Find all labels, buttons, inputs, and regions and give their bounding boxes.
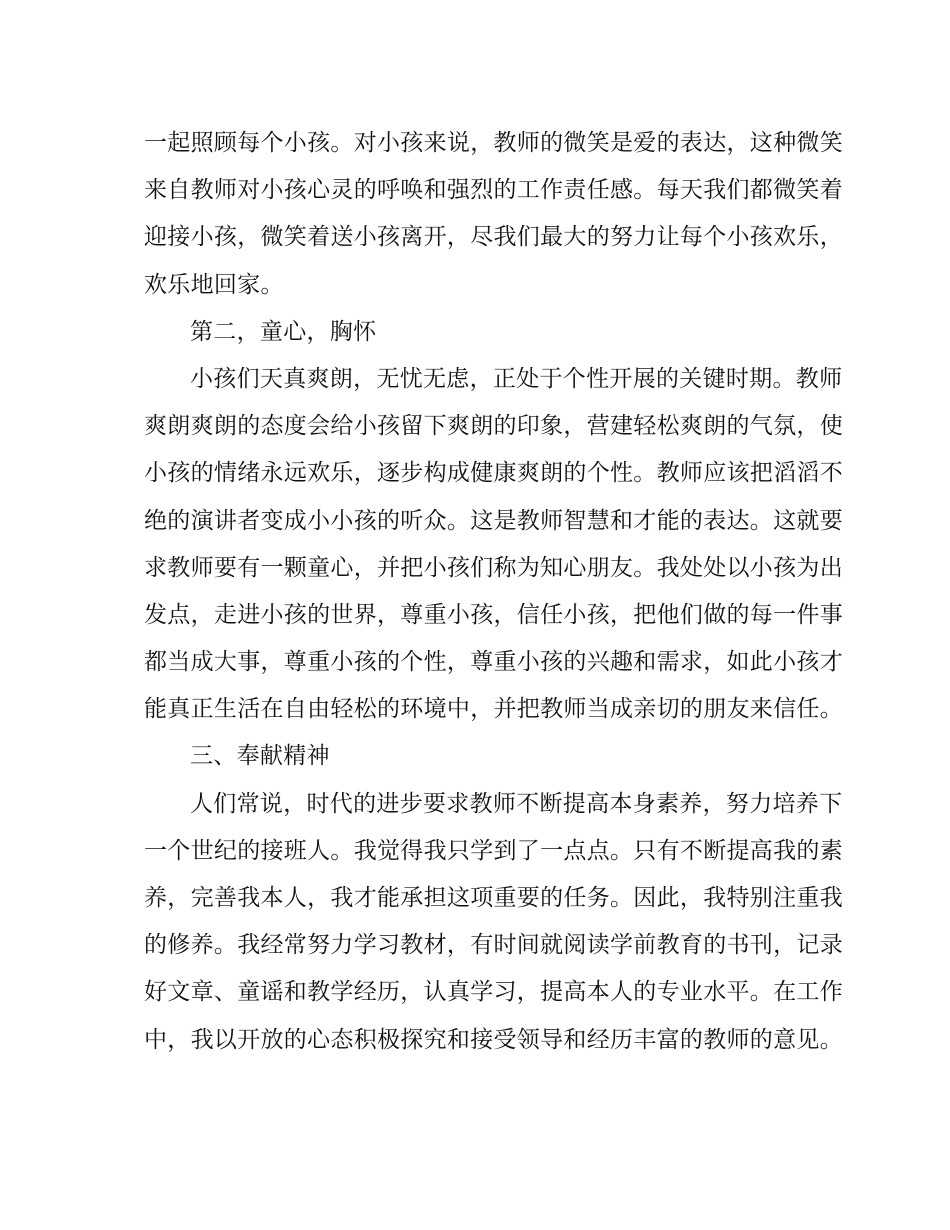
text-line: 求教师要有一颗童心，并把小孩们称为知心朋友。我处处以小孩为出 [144,554,843,581]
text-line: 绝的演讲者变成小小孩的听众。这是教师智慧和才能的表达。这就要 [144,507,843,534]
section-heading: 第二，童心，胸怀 [190,318,377,345]
text-line: 小孩们天真爽朗，无忧无虑，正处于个性开展的关键时期。教师 [190,365,843,392]
text-line: 一起照顾每个小孩。对小孩来说，教师的微笑是爱的表达，这种微笑 [144,130,843,156]
text-line: 人们常说，时代的进步要求教师不断提高本身素养，努力培养下 [190,790,843,817]
text-line: 好文章、童谣和教学经历，认真学习，提高本人的专业水平。在工作 [144,979,843,1006]
text-line: 发点，走进小孩的世界，尊重小孩，信任小孩，把他们做的每一件事 [144,601,843,628]
text-line: 迎接小孩，微笑着送小孩离开，尽我们最大的努力让每个小孩欢乐， [144,224,843,251]
document-page [144,120,843,1064]
text-line: 养，完善我本人，我才能承担这项重要的任务。因此，我特别注重我 [144,885,843,911]
text-line: 都当成大事，尊重小孩的个性，尊重小孩的兴趣和需求，如此小孩才 [144,649,843,676]
text-line: 小孩的情绪永远欢乐，逐步构成健康爽朗的个性。教师应该把滔滔不 [144,460,843,487]
text-line: 欢乐地回家。 [144,271,284,298]
text-line: 一个世纪的接班人。我觉得我只学到了一点点。只有不断提高我的素 [144,837,843,864]
text-line: 的修养。我经常努力学习教材，有时间就阅读学前教育的书刊，记录 [144,932,843,959]
section-heading: 三、奉献精神 [190,743,330,770]
text-line: 来自教师对小孩心灵的呼唤和强烈的工作责任感。每天我们都微笑着 [144,177,843,204]
text-line: 爽朗爽朗的态度会给小孩留下爽朗的印象，营建轻松爽朗的气氛，使 [144,413,843,440]
text-line: 能真正生活在自由轻松的环境中，并把教师当成亲切的朋友来信任。 [144,696,843,723]
text-line: 中，我以开放的心态积极探究和接受领导和经历丰富的教师的意见。 [144,1026,843,1053]
